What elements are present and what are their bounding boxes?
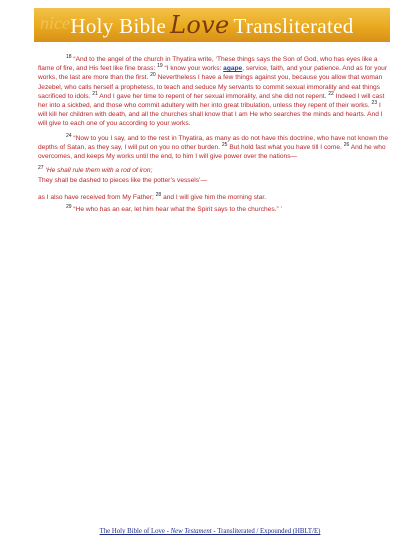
verse-text: I will kill her children with death, and all the churches shall know that I am He who searches the minds and hearts. And I will give to each one of you according to your works. [38,102,383,128]
verse-number: 20 [150,72,156,79]
paragraph-v29 [38,205,388,214]
paragraph-v27 [38,166,388,175]
verse-text: And he who overcomes, and keeps My works until the end, to him I will give power over the nations— [38,143,386,161]
verse-text: and I will give him the morning star. [163,193,267,201]
verse-text: “He who has an ear, let him hear what the Spirit says to the churches.” ’ [73,205,282,213]
header-banner [34,8,390,42]
verse-text: But hold fast what you have till I come. [229,143,342,151]
verse-number: 28 [155,191,162,198]
banner-title-left: Holy Bible [70,14,167,38]
verse-number: 22 [328,90,334,97]
verse-text: They shall be dashed to pieces like the potter’s vessels’— [38,177,208,185]
verse-text: Indeed I will cast her into a sickbed, and those who commit adultery with her into great tribulation, unless they repent of their works. [38,92,385,110]
verse-text: ‘He shall rule them with a rod of iron; [45,167,153,175]
paragraph-v27-line2 [38,176,388,185]
agape-link[interactable]: agape [223,65,243,73]
paragraph-v28 [38,193,388,202]
verse-text: as I also have received from My Father; [38,193,154,201]
verse-text: And I gave her time to repent of her sexual immorality, and she did not repent. [99,92,327,100]
verse-number: 24 [66,132,72,139]
verse-text: “I know your works: [164,65,222,73]
banner-title [70,11,353,39]
paragraph-v18-23 [38,55,388,129]
footer-new-testament: New Testament [170,528,212,535]
verse-number: 26 [343,141,350,148]
banner-title-love: Love [170,11,230,39]
footer-text: The Holy Bible of Love - [99,528,171,535]
verse-number: 19 [157,63,163,70]
verse-text: “And to the angel of the church in Thyatira write, ‘These things says the Son of God, who has eyes like a flame of fire, and His feet like fine brass: [38,56,378,73]
verse-text: “Now to you I say, and to the rest in Thyatira, as many as do not have this doctrine, who have not known the depths of Satan, as they say, I will put on you no other burden. [38,134,389,151]
verse-number: 23 [371,99,378,106]
verse-text: Nevertheless I have a few things against you, because you allow that woman Jezebel, who calls herself a prophetess, to teach and seduce My servants to commit sexual immorality and eat things sacrificed to idols. [38,74,383,100]
verse-number: 21 [92,90,98,97]
banner-watermark: nice [40,13,70,33]
verse-number: 27 [38,165,44,172]
footer-link[interactable] [0,528,420,535]
banner-title-right: Transliterated [233,14,354,38]
verse-number: 18 [66,53,72,60]
scripture-text [38,55,388,219]
verse-number: 29 [66,203,72,210]
verse-text: , service, faith, and your patience. And as for your works, the last are more than the first. [38,65,388,82]
footer-text: - Transliterated / Expounded (HBLT/E) [211,528,321,535]
paragraph-v24-26 [38,134,388,162]
verse-number: 25 [221,141,228,148]
